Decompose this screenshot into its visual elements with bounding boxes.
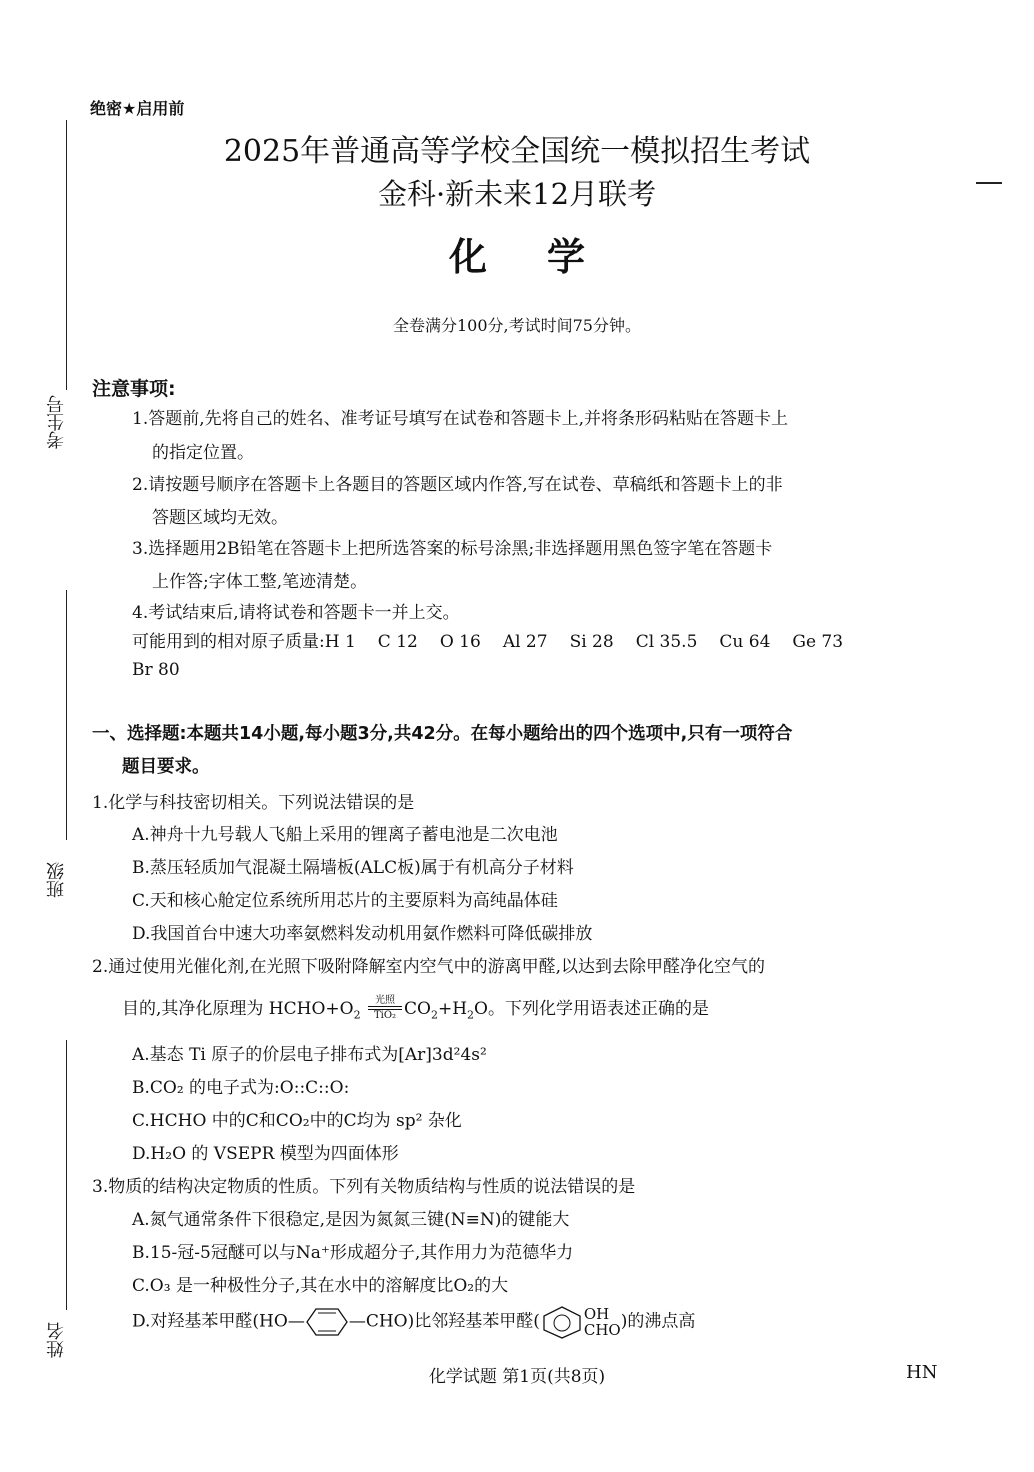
mass-label: 可能用到的相对原子质量:	[132, 632, 325, 652]
option-b: B.蒸压轻质加气混凝土隔墙板(ALC板)属于有机高分子材料	[132, 858, 574, 878]
mass-item: Si 28	[569, 632, 614, 652]
option-a: A.基态 Ti 原子的价层电子排布式为[Ar]3d²4s²	[132, 1045, 487, 1065]
reaction-condition	[368, 995, 402, 1021]
substituent-oh: OH	[583, 1305, 610, 1323]
substituent-cho: CHO	[583, 1321, 621, 1339]
condition-top: 光照	[375, 994, 395, 1006]
mass-item: Al 27	[502, 632, 548, 652]
equation-text: O。下列化学用语表述正确的是	[474, 999, 709, 1019]
notice-item: 3.选择题用2B铅笔在答题卡上把所选答案的标号涂黑;非选择题用黑色签字笔在答题卡	[132, 539, 773, 559]
mass-item: Br 80	[132, 660, 180, 680]
mass-item: Ge 73	[792, 632, 844, 652]
subject-title: 化学	[448, 235, 645, 279]
section-heading-cont: 题目要求。	[122, 757, 210, 777]
class-label: 班级	[46, 862, 67, 898]
option-c: C.O₃ 是一种极性分子,其在水中的溶解度比O₂的大	[132, 1276, 509, 1296]
notice-item: 的指定位置。	[152, 443, 254, 463]
exam-info: 全卷满分100分,考试时间75分钟。	[393, 316, 641, 335]
option-d: D.H₂O 的 VSEPR 模型为四面体形	[132, 1144, 399, 1164]
notice-item: 上作答;字体工整,笔迹清楚。	[152, 572, 368, 592]
binding-line	[66, 590, 67, 840]
mass-item: C 12	[377, 632, 418, 652]
option-d-text: D.对羟基苯甲醛(HO—	[132, 1311, 305, 1332]
notice-item: 1.答题前,先将自己的姓名、准考证号填写在试卷和答题卡上,并将条形码粘贴在答题卡上	[132, 409, 789, 429]
question-stem: 2.通过使用光催化剂,在光照下吸附降解室内空气中的游离甲醛,以达到去除甲醛净化空气的	[92, 957, 766, 977]
exam-subtitle: 金科·新未来12月联考	[377, 177, 657, 211]
benzene-ring-ortho	[540, 1305, 584, 1339]
option-c: C.天和核心舱定位系统所用芯片的主要原料为高纯晶体硅	[132, 891, 558, 911]
ortho-substituents	[584, 1306, 621, 1338]
option-d-text: —CHO)比邻羟基苯甲醛(	[348, 1311, 540, 1332]
mass-item: Cu 64	[719, 632, 771, 652]
mass-item: H 1	[324, 632, 356, 652]
binding-line	[66, 1040, 67, 1310]
exam-number-label: 考生号	[46, 395, 67, 449]
notice-heading: 注意事项:	[92, 378, 176, 400]
exam-title: 2025年普通高等学校全国统一模拟招生考试	[223, 134, 811, 169]
equation-text: 目的,其净化原理为 HCHO+O	[122, 999, 354, 1019]
equation-text: +H	[437, 999, 468, 1019]
option-c: C.HCHO 中的C和CO₂中的C均为 sp² 杂化	[132, 1111, 462, 1131]
question-stem: 3.物质的结构决定物质的性质。下列有关物质结构与性质的说法错误的是	[92, 1177, 636, 1197]
condition-bottom: TiO₂	[373, 1009, 397, 1021]
equation-text: CO	[404, 999, 431, 1019]
notice-item: 4.考试结束后,请将试卷和答题卡一并上交。	[132, 603, 460, 623]
question-stem: 1.化学与科技密切相关。下列说法错误的是	[92, 793, 415, 813]
section-heading: 一、选择题:本题共14小题,每小题3分,共42分。在每小题给出的四个选项中,只有一项符合	[92, 724, 793, 744]
option-d	[132, 1305, 695, 1339]
notice-item: 2.请按题号顺序在答题卡上各题目的答题区域内作答,写在试卷、草稿纸和答题卡上的非	[132, 475, 783, 495]
benzene-ring-para	[305, 1307, 349, 1337]
option-a: A.神舟十九号载人飞船上采用的锂离子蓄电池是二次电池	[132, 825, 558, 845]
mass-item: Cl 35.5	[635, 632, 698, 652]
option-d: D.我国首台中速大功率氨燃料发动机用氨作燃料可降低碳排放	[132, 924, 593, 944]
name-label: 姓名	[46, 1322, 67, 1358]
notice-item: 答题区域均无效。	[152, 508, 288, 528]
region-code: HN	[906, 1362, 938, 1383]
confidential-mark: 绝密★启用前	[90, 99, 185, 118]
question-stem-equation: 目的,其净化原理为 $HCHO+O_2$ 光照 TiO₂ $CO_2+H_2O$。下列化学用语表述正确的是	[122, 994, 709, 1022]
option-b: B.15-冠-5冠醚可以与Na⁺形成超分子,其作用力为范德华力	[132, 1243, 574, 1263]
option-b: B.CO₂ 的电子式为:O::C::O:	[132, 1078, 350, 1098]
option-a: A.氮气通常条件下很稳定,是因为氮氮三键(N≡N)的键能大	[132, 1210, 570, 1230]
atomic-masses	[132, 627, 865, 652]
page-footer: 化学试题 第1页(共8页)	[428, 1367, 606, 1387]
mass-item: O 16	[439, 632, 481, 652]
option-d-text: )的沸点高	[620, 1311, 696, 1332]
